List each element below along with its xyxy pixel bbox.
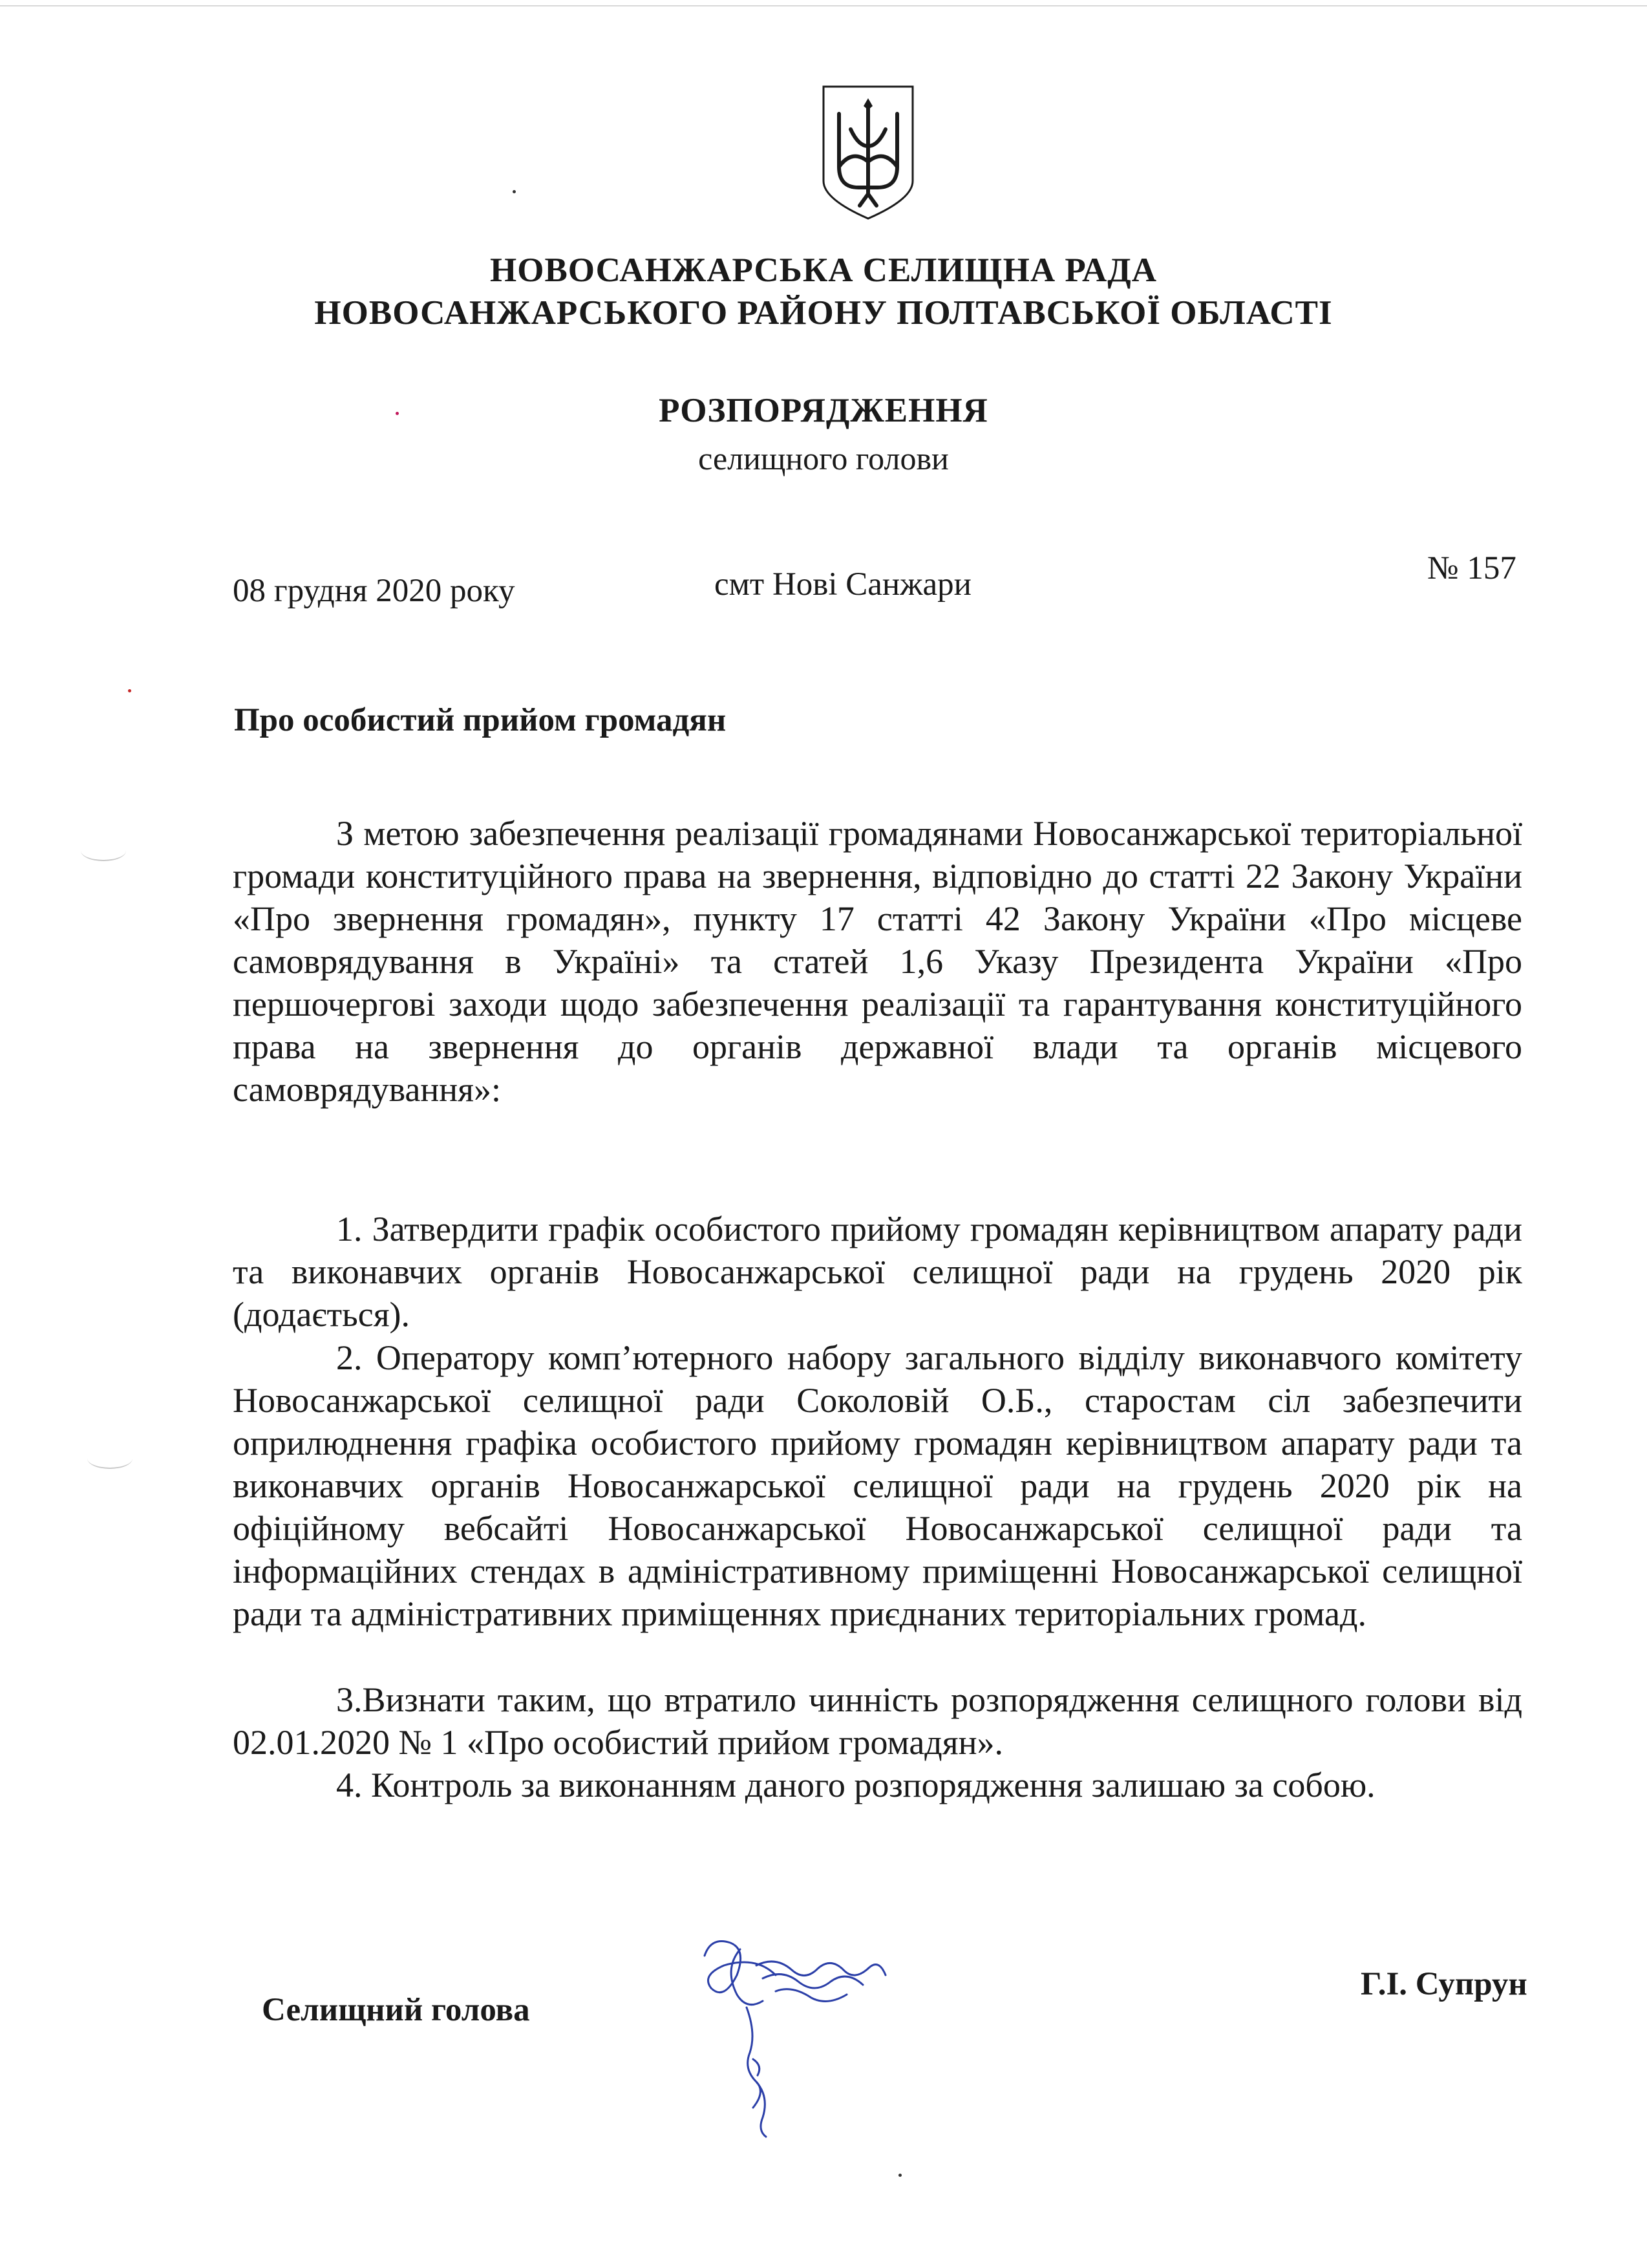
document-subject: Про особистий прийом громадян (234, 702, 727, 738)
document-number: № 157 (1427, 550, 1516, 586)
order-item (233, 1336, 1522, 1635)
document-subtype: селищного голови (698, 440, 949, 476)
document-place: смт Нові Санжари (714, 566, 972, 603)
signatory-name: Г.І. Супрун (1361, 1966, 1527, 2002)
order-item-text: 1. Затвердити графік особистого прийому громадян керівництвом апарату ради та виконавчих органів Новосанжарської селищної ради на грудень 2020 рік (додається). (233, 1210, 1522, 1334)
ink-speck (396, 412, 399, 415)
punch-hole-mark (81, 840, 126, 861)
order-item (233, 1208, 1522, 1336)
coat-of-arms-icon (820, 84, 917, 221)
document-date: 08 грудня 2020 року (233, 573, 515, 609)
handwritten-signature (685, 1930, 892, 2143)
ink-speck (513, 190, 516, 193)
intro-paragraph (233, 812, 1522, 1111)
signatory-title: Селищний голова (262, 1992, 530, 2028)
ink-speck (898, 2174, 902, 2177)
intro-text: З метою забезпечення реалізації громадянами Новосанжарської територіальної громади конституційного права на звернення, відповідно до статті 22 Закону України «Про звернення громадян», пункту 17 статті 42 Закону України «Про місцеве самоврядування в Україні» та статей 1,6 Указу Президента України «Про першочергові заходи щодо забезпечення реалізації та гарантування конституційного права на звернення до органів державної влади та органів місцевого самоврядування»: (233, 814, 1522, 1109)
scan-edge-line (0, 5, 1647, 6)
order-item-text: 4. Контроль за виконанням даного розпорядження залишаю за собою. (336, 1766, 1376, 1804)
order-item-text: 2. Оператору комп’ютерного набору загального відділу виконавчого комітету Новосанжарської селищної ради Соколовій О.Б., старостам сіл забезпечити оприлюднення графіка особистого прийому громадян керівництвом апарату ради та виконавчих органів Новосанжарської селищної ради на грудень 2020 рік на офіційному вебсайті Новосанжарської Новосанжарської селищної ради та інформаційних стендах в адміністративному приміщенні Новосанжарської селищної ради та адміністративних приміщеннях приєднаних територіальних громад. (233, 1338, 1522, 1633)
order-item (233, 1678, 1522, 1764)
order-item-text: 3.Визнати таким, що втратило чинність розпорядження селищного голови від 02.01.2020 № 1 «Про особистий прийом громадян». (233, 1680, 1522, 1762)
order-item (233, 1764, 1522, 1806)
punch-hole-mark (87, 1448, 133, 1469)
ink-speck (128, 689, 131, 692)
document-type: РОЗПОРЯДЖЕННЯ (659, 392, 988, 429)
organization-name: НОВОСАНЖАРСЬКА СЕЛИЩНА РАДА (490, 251, 1157, 289)
organization-district: НОВОСАНЖАРСЬКОГО РАЙОНУ ПОЛТАВСЬКОЇ ОБЛАСТІ (314, 294, 1333, 332)
